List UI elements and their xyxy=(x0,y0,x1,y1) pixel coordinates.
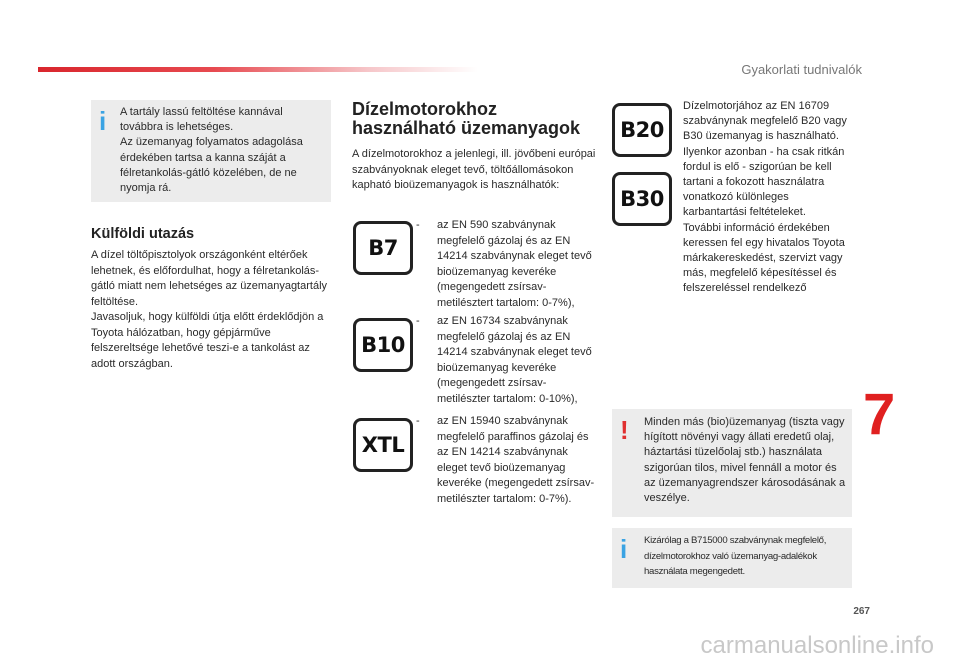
abroad-heading: Külföldi utazás xyxy=(91,226,195,242)
watermark: carmanualsonline.info xyxy=(700,632,934,659)
section-title: Gyakorlati tudnivalók xyxy=(741,62,862,77)
fuel-badge-b30: B30 xyxy=(612,172,672,226)
page-number: 267 xyxy=(853,606,870,617)
fuel-badge-b20: B20 xyxy=(612,103,672,157)
chapter-number: 7 xyxy=(863,382,896,447)
info-box-top-text: A tartály lassú feltöltése kannával továbbra is lehetséges. Az üzemanyag folyamatos adagolása érdekében tartsa a kanna száját a félretankolás-gátló közelében, de ne nyomja rá. xyxy=(120,106,303,195)
info-icon: i xyxy=(99,106,107,136)
warning-icon: ! xyxy=(620,415,629,445)
b20-b30-text: Dízelmotorjához az EN 16709 szabványnak megfelelő B20 vagy B30 üzemanyag is használható. Ilyenkor azonban - ha csak ritkán fordul is elő - szigorúan be kell tartani a fokozott használatra vonatkozó különleges karbantartási feltételeket. További információ érdekében keressen fel egy hivatalos Toyota márkakereskedést, szervizt vagy más, megfelelő képesítéssel és felszereléssel rendelkező xyxy=(683,100,847,295)
fuel-badge-b10: B10 xyxy=(353,318,413,372)
info-box-top xyxy=(91,100,331,202)
warning-box xyxy=(612,409,852,517)
fuel-dash: - xyxy=(416,315,420,327)
info-box-bottom xyxy=(612,528,852,588)
fuel-text-xtl: az EN 15940 szabványnak megfelelő paraffinos gázolaj és az EN 14214 szabványnak eleget tevő bioüzemanyag keveréke (megengedett zsírsav-metilészter tartalom: 0-7%). xyxy=(437,415,595,505)
fuel-badge-xtl: XTL xyxy=(353,418,413,472)
header-red-bar xyxy=(38,67,478,72)
abroad-text: A dízel töltőpisztolyok országonként eltérőek lehetnek, és előfordulhat, hogy a félretankolás-gátló miatt nem lehetséges az üzemanyagtartály feltöltése. Javasoljuk, hogy külföldi útja előtt érdeklődjön a Toyota hálózatban, hogy gépjárműve felszereltsége lehetővé teszi-e a tankolást az adott országban. xyxy=(91,249,328,370)
diesel-heading: Dízelmotorokhoz használható üzemanyagok xyxy=(352,99,581,138)
fuel-dash: - xyxy=(416,415,420,427)
fuel-badge-b7: B7 xyxy=(353,221,413,275)
diesel-intro: A dízelmotorokhoz a jelenlegi, ill. jövőbeni európai szabványoknak eleget tevő, töltőállomásokon kapható bioüzemanyagok is használhatók: xyxy=(352,148,596,191)
fuel-text-b7: az EN 590 szabványnak megfelelő gázolaj és az EN 14214 szabványnak eleget tevő bioüzemanyag keveréke (megengedett zsírsav-metilésztert tartalom: 0-7%), xyxy=(437,219,592,309)
info-box-bottom-text: Kizárólag a B715000 szabványnak megfelelő, dízelmotorokhoz való üzemanyag-adalékok használata megengedett. xyxy=(644,535,827,577)
warning-box-text: Minden más (bio)üzemanyag (tiszta vagy hígított növényi vagy állati eredetű olaj, háztartási tüzelőolaj stb.) használata szigorúan tilos, mivel fennáll a motor és az üzemanyagrendszer károsodásának a veszélye. xyxy=(644,416,846,505)
fuel-text-b10: az EN 16734 szabványnak megfelelő gázolaj és az EN 14214 szabványnak eleget tevő bioüzemanyag keveréke (megengedett zsírsav-metilészter tartalom: 0-10%), xyxy=(437,315,592,405)
info-icon: i xyxy=(620,534,628,564)
fuel-dash: - xyxy=(416,219,420,231)
